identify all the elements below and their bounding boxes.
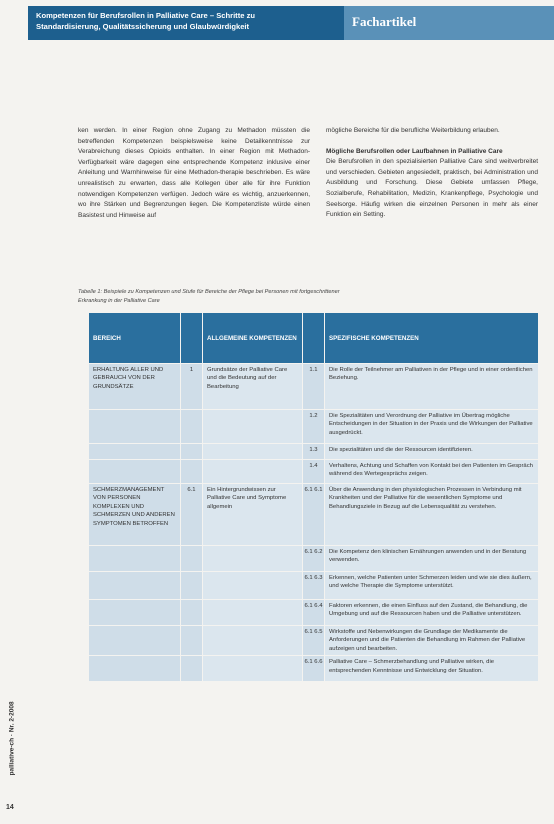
area-cell: ERHALTUNG ALLER UND GEBRAUCH VON DER GRUNDSÄTZE xyxy=(89,364,181,410)
specific-number-cell: 6.1 6.3 xyxy=(303,572,325,600)
general-number-cell xyxy=(181,656,203,682)
specific-number-cell: 1.4 xyxy=(303,460,325,484)
header-snum xyxy=(303,313,325,364)
general-cell xyxy=(203,572,303,600)
table-row xyxy=(89,546,539,572)
competency-table xyxy=(88,312,539,682)
general-cell xyxy=(203,600,303,626)
specific-number-cell: 1.3 xyxy=(303,444,325,460)
general-number-cell xyxy=(181,460,203,484)
general-cell xyxy=(203,546,303,572)
specific-cell: Erkennen, welche Patienten unter Schmerzen leiden und wie sie dies äußern, und welche Therapie die Symptome unterstützt. xyxy=(325,572,539,600)
table-row xyxy=(89,600,539,626)
general-cell xyxy=(203,444,303,460)
area-cell xyxy=(89,572,181,600)
journal-sidebar xyxy=(2,700,20,780)
specific-cell: Verhaltens, Achtung und Schaffen von Kontakt bei den Patienten im Gespräch während des Wertegesprächs zeigen. xyxy=(325,460,539,484)
general-cell: Ein Hintergrundwissen zur Palliative Care und Symptome allgemein xyxy=(203,484,303,546)
table-row xyxy=(89,656,539,682)
specific-number-cell: 6.1 6.6 xyxy=(303,656,325,682)
body-column-left xyxy=(78,126,310,221)
section-label: Fachartikel xyxy=(352,14,417,29)
specific-number-cell: 6.1 6.2 xyxy=(303,546,325,572)
specific-cell: Die spezialitäten und die der Ressourcen identifizieren. xyxy=(325,444,539,460)
general-number-cell: 1 xyxy=(181,364,203,410)
body-paragraph: Die Berufsrollen in den spezialisierten Palliative Care sind weitverbreitet und verschieden. Gebieten angesiedelt, praktisch, bei Administration und Ausbildung und Forschung. Diese Gebiete umfassen Pflege, Sozialberufe, Rehabilitation, Medizin, Krankenpflege, Psychologie und Seelsorge. Häufig wirken die einzelnen Personen in mehr als einer Funktion ein Setting. xyxy=(326,158,538,219)
table-row xyxy=(89,444,539,460)
area-cell xyxy=(89,444,181,460)
header-title-line1: Kompetenzen für Berufsrollen in Palliative Care – Schritte zu xyxy=(36,11,256,20)
general-cell xyxy=(203,626,303,656)
specific-cell: Wirkstoffe und Nebenwirkungen die Grundlage der Medikamente die Anforderungen und die Patienten die Behandlung im Rahmen der Palliative aufzeigen und bearbeiten. xyxy=(325,626,539,656)
specific-cell: Faktoren erkennen, die einen Einfluss auf den Zustand, die Behandlung, die Umgebung und auf die Ressourcen haben und die Palliative unterstützen. xyxy=(325,600,539,626)
body-paragraph: ken werden. In einer Region ohne Zugang zu Methadon müssten die betreffenden Kompetenzen beispielsweise keine Detailkenntnisse zur Verabreichung dieses Opioids enthalten. In einer Region mit Methadon-Verfügbarkeit wäre dagegen eine entsprechende Kompetenz inklusive einer Anleitung und Warnhinweise für eine Methadon-therapie beschrieben. Es wäre unrealistisch zu erwarten, dass alle Kollegen über alle für ihre Funktion notwendigen Kompetenzen verfügen. Jedoch wäre es wichtig, anzuerkennen, wo ihre Stärken und Begrenzungen liegen. Die Kompetenzliste würde einen Basistest und Hinweise auf xyxy=(78,127,310,219)
table-row xyxy=(89,572,539,600)
header-title xyxy=(36,11,336,32)
body-column-right xyxy=(326,126,538,221)
general-number-cell: 6.1 xyxy=(181,484,203,546)
table-caption: Tabelle 1: Beispiele zu Kompetenzen und Stufe für Bereiche der Pflege bei Personen mit fortgeschrittener Erkrankung in der Palliative Care xyxy=(78,289,340,304)
general-cell xyxy=(203,410,303,444)
specific-cell: Palliative Care – Schmerzbehandlung und Palliative wirken, die entsprechenden Kenntnisse und Entwicklung der Situation. xyxy=(325,656,539,682)
specific-number-cell: 1.1 xyxy=(303,364,325,410)
area-cell xyxy=(89,460,181,484)
specific-number-cell: 6.1 6.1 xyxy=(303,484,325,546)
body-paragraph-top: mögliche Bereiche für die berufliche Weiterbildung erlauben. xyxy=(326,127,500,134)
table-row xyxy=(89,410,539,444)
specific-cell: Die Rolle der Teilnehmer am Palliativen in der Pflege und in einer ordentlichen Beziehung. xyxy=(325,364,539,410)
subheading: Mögliche Berufsrollen oder Laufbahnen in Palliative Care xyxy=(326,147,503,155)
area-cell xyxy=(89,626,181,656)
general-number-cell xyxy=(181,444,203,460)
general-number-cell xyxy=(181,546,203,572)
specific-number-cell: 6.1 6.4 xyxy=(303,600,325,626)
general-cell xyxy=(203,460,303,484)
header-gnum xyxy=(181,313,203,364)
header-title-line2: Standardisierung, Qualitätssicherung und Glaubwürdigkeit xyxy=(36,21,250,31)
table-header-row xyxy=(89,313,539,364)
page-number: 14 xyxy=(6,804,14,811)
specific-number-cell: 1.2 xyxy=(303,410,325,444)
specific-number-cell: 6.1 6.5 xyxy=(303,626,325,656)
table-row xyxy=(89,364,539,410)
table-row xyxy=(89,484,539,546)
area-cell xyxy=(89,410,181,444)
general-cell: Grundsätze der Palliative Care und die Bedeutung auf der Bearbeitung xyxy=(203,364,303,410)
header-specific: SPEZIFISCHE KOMPETENZEN xyxy=(325,313,539,364)
journal-label: palliative-ch · Nr. 2-2008 xyxy=(8,701,16,776)
header-area: BEREICH xyxy=(89,313,181,364)
area-cell xyxy=(89,600,181,626)
general-number-cell xyxy=(181,572,203,600)
section-tab xyxy=(344,6,554,40)
general-cell xyxy=(203,656,303,682)
specific-cell: Über die Anwendung in den physiologischen Prozessen in Verbindung mit Krankheiten und der Palliative für die wesentlichen Symptome und Behandlungsziele in Bezug auf die Lebensqualität zu verstehen. xyxy=(325,484,539,546)
area-cell xyxy=(89,656,181,682)
header-general: ALLGEMEINE KOMPETENZEN xyxy=(203,313,303,364)
table-row xyxy=(89,460,539,484)
table-row xyxy=(89,626,539,656)
page-header xyxy=(28,6,554,40)
general-number-cell xyxy=(181,410,203,444)
area-cell: SCHMERZMANAGEMENT VON PERSONEN KOMPLEXEN UND SCHMERZEN UND ANDEREN SYMPTOMEN BETROFFEN xyxy=(89,484,181,546)
specific-cell: Die Kompetenz den klinischen Ernährungen anwenden und in der Beratung verwenden. xyxy=(325,546,539,572)
specific-cell: Die Spezialitäten und Verordnung der Palliative im Übertrag mögliche Entscheidungen in der Situation in der Praxis und die Wirkungen der Palliative ausgedrückt. xyxy=(325,410,539,444)
general-number-cell xyxy=(181,626,203,656)
general-number-cell xyxy=(181,600,203,626)
area-cell xyxy=(89,546,181,572)
